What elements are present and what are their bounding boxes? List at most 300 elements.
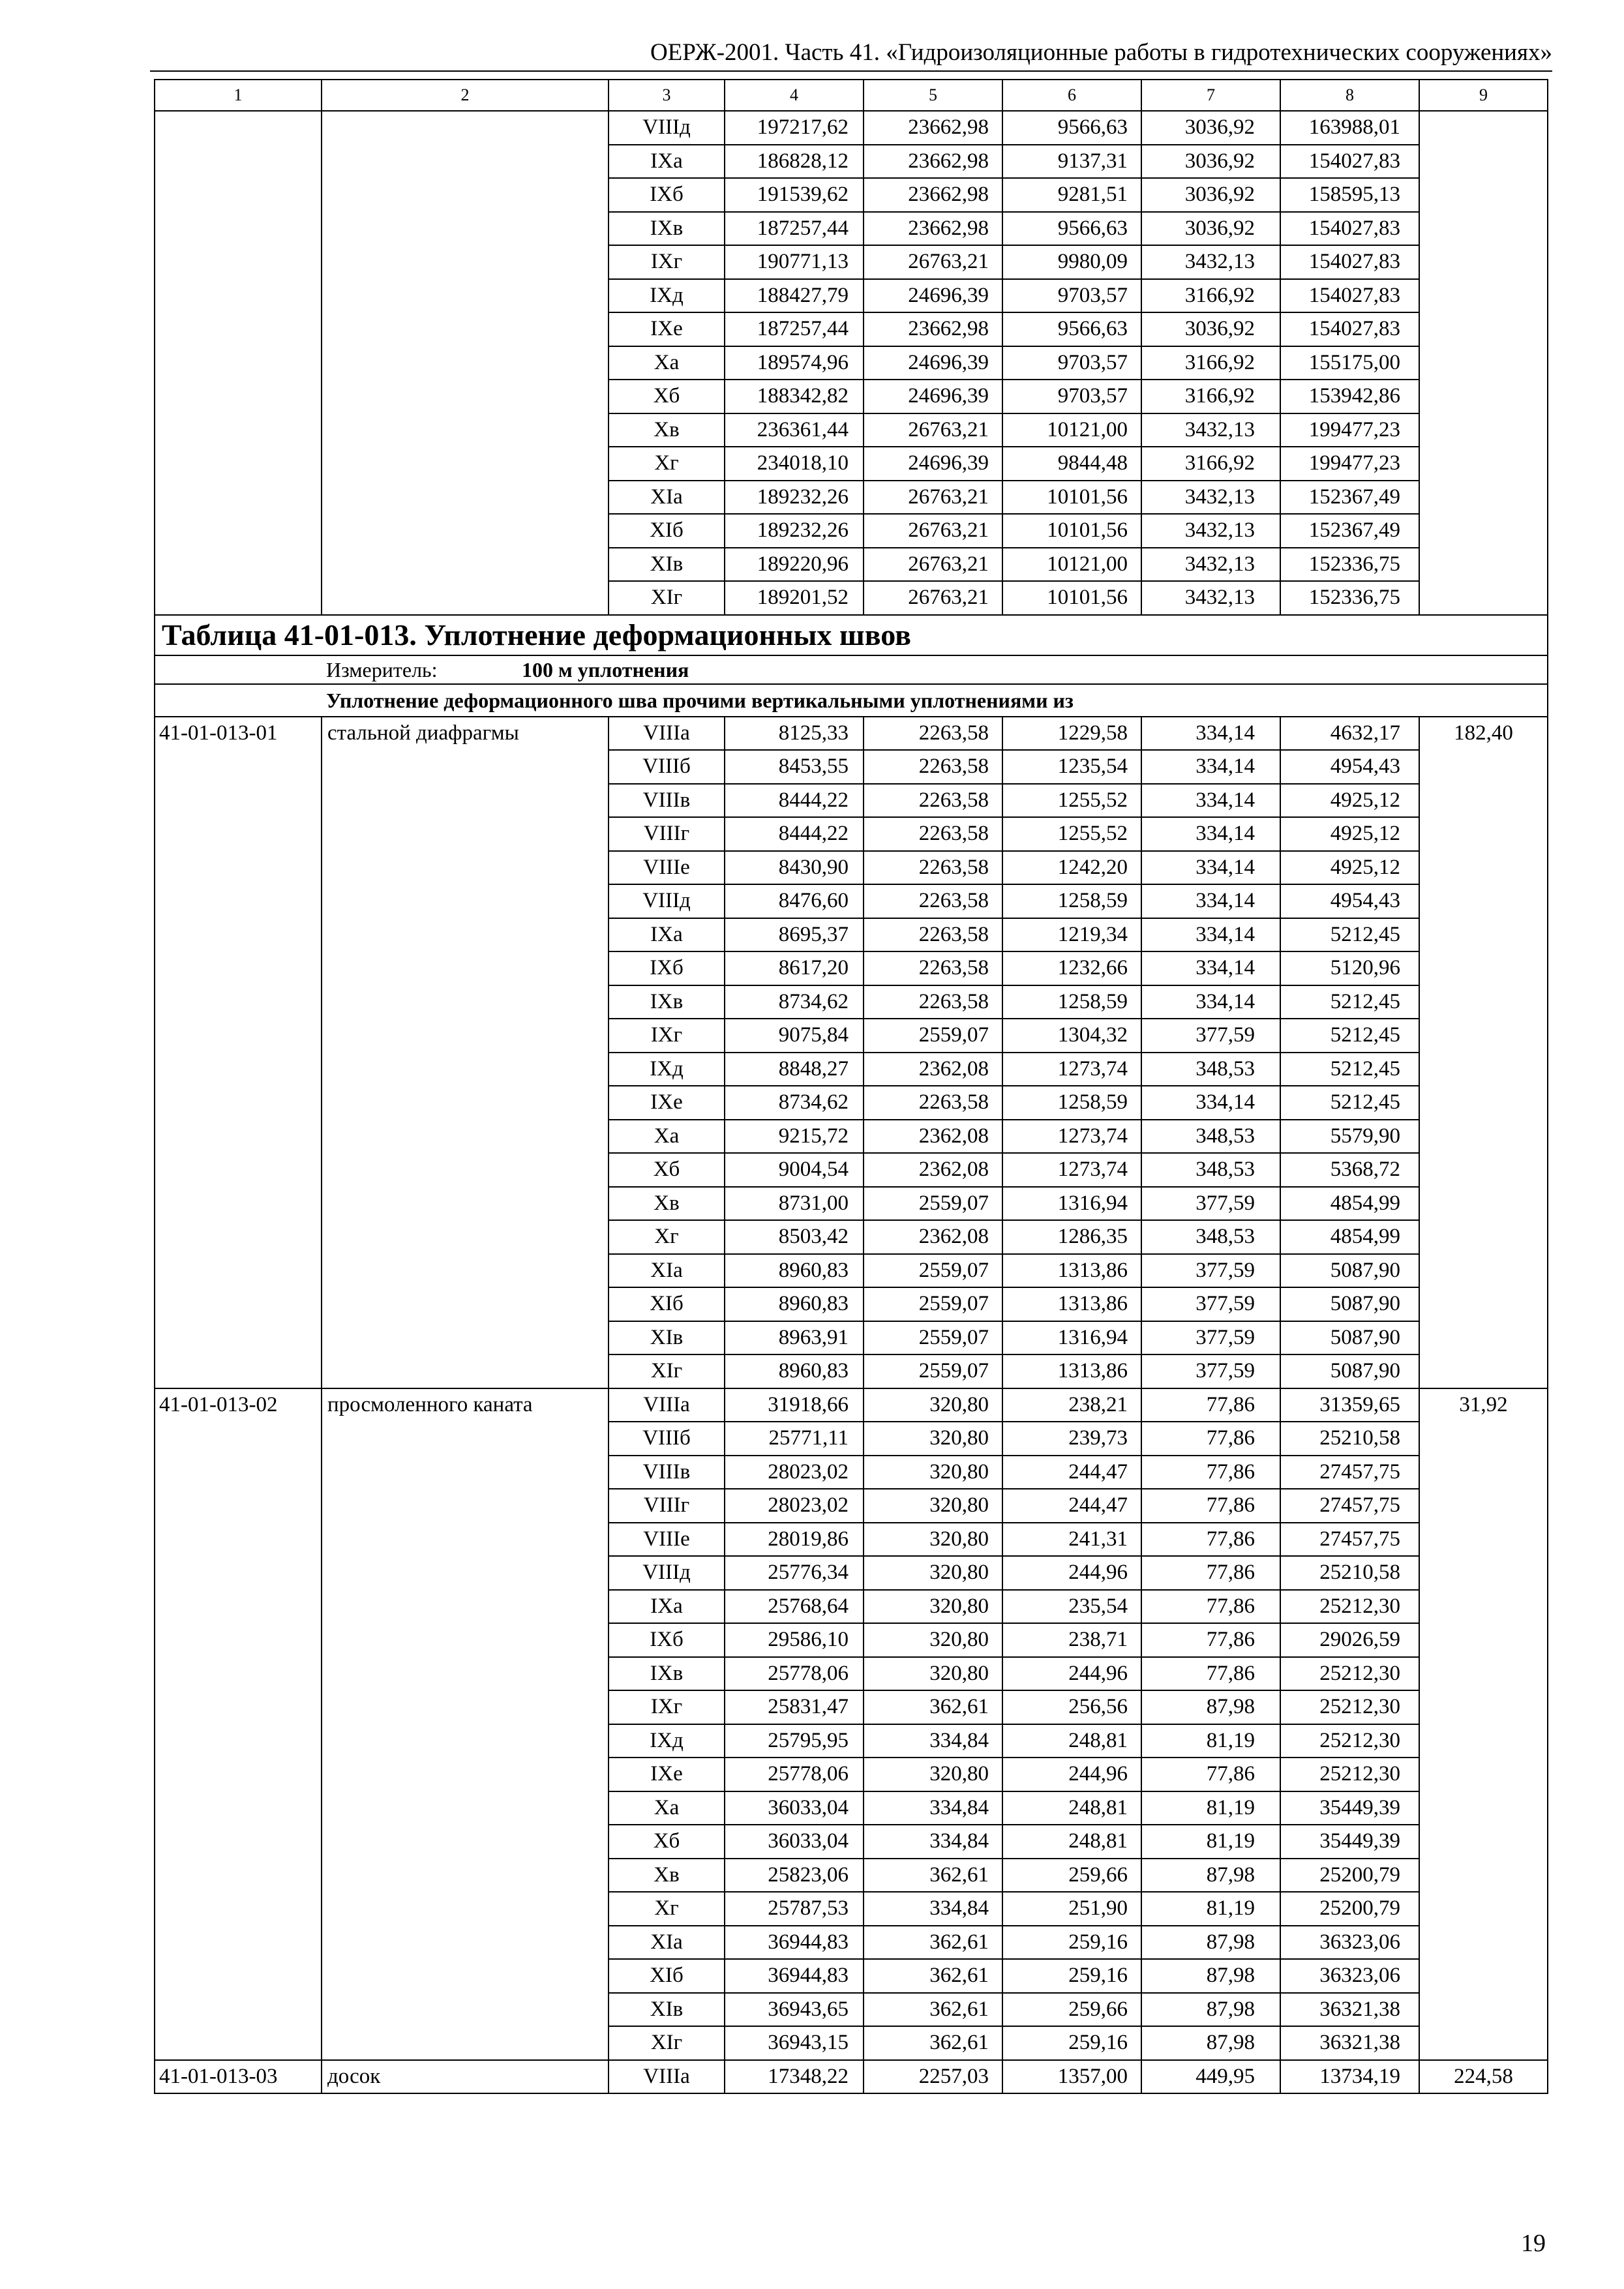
value-cell: 87,98: [1141, 1993, 1280, 2027]
table-row: [155, 717, 1548, 751]
value-cell: 25212,30: [1280, 1657, 1419, 1691]
value-cell: 1316,94: [1002, 1187, 1141, 1221]
region-cell: IXд: [609, 1724, 725, 1758]
value-cell: 25212,30: [1280, 1758, 1419, 1791]
value-cell: 2559,07: [864, 1187, 1002, 1221]
value-cell: 334,14: [1141, 985, 1280, 1019]
value-cell: 189201,52: [725, 581, 864, 615]
value-cell: 377,59: [1141, 1187, 1280, 1221]
value-cell: 2263,58: [864, 884, 1002, 918]
value-cell: 3166,92: [1141, 279, 1280, 313]
region-cell: XIв: [609, 1321, 725, 1355]
value-cell: 153942,86: [1280, 380, 1419, 413]
value-cell: 2263,58: [864, 817, 1002, 851]
value-cell: 334,84: [864, 1825, 1002, 1859]
value-cell: 8963,91: [725, 1321, 864, 1355]
region-cell: Xв: [609, 1859, 725, 1893]
value-cell: 188427,79: [725, 279, 864, 313]
value-cell: 77,86: [1141, 1523, 1280, 1557]
value-cell: 320,80: [864, 1523, 1002, 1557]
value-cell: 4925,12: [1280, 784, 1419, 818]
region-cell: Xв: [609, 413, 725, 447]
value-cell: 10101,56: [1002, 514, 1141, 548]
region-cell: IXе: [609, 1758, 725, 1791]
value-cell: 1258,59: [1002, 884, 1141, 918]
value-cell: 154027,83: [1280, 212, 1419, 246]
table-row: [155, 2060, 1548, 2094]
value-cell: 5087,90: [1280, 1287, 1419, 1321]
value-cell: 189574,96: [725, 346, 864, 380]
region-cell: IXа: [609, 145, 725, 179]
value-cell: 5212,45: [1280, 918, 1419, 952]
value-cell: 362,61: [864, 1993, 1002, 2027]
value-cell: 238,71: [1002, 1623, 1141, 1657]
value-cell: 36944,83: [725, 1959, 864, 1993]
value-cell: 5087,90: [1280, 1354, 1419, 1388]
value-cell: 8476,60: [725, 884, 864, 918]
value-cell: 320,80: [864, 1388, 1002, 1422]
value-cell: 334,14: [1141, 851, 1280, 885]
region-cell: IXд: [609, 279, 725, 313]
region-cell: Xа: [609, 1791, 725, 1825]
value-cell: 25210,58: [1280, 1422, 1419, 1456]
value-cell: 3036,92: [1141, 312, 1280, 346]
value-cell: 5212,45: [1280, 1053, 1419, 1086]
section-title: Уплотнение деформационного шва прочими вертикальными уплотнениями из: [155, 684, 1548, 717]
value-cell: 3036,92: [1141, 145, 1280, 179]
value-cell: 362,61: [864, 1859, 1002, 1893]
value-cell: 154027,83: [1280, 279, 1419, 313]
region-cell: VIIIд: [609, 884, 725, 918]
value-cell: 87,98: [1141, 1690, 1280, 1724]
value-cell: 3036,92: [1141, 212, 1280, 246]
value-cell: 189232,26: [725, 481, 864, 515]
value-cell: 24696,39: [864, 346, 1002, 380]
value-cell: 31359,65: [1280, 1388, 1419, 1422]
value-cell: 77,86: [1141, 1422, 1280, 1456]
region-cell: Xг: [609, 447, 725, 481]
value-cell: 8734,62: [725, 985, 864, 1019]
value-cell: 9703,57: [1002, 346, 1141, 380]
value-cell: 27457,75: [1280, 1523, 1419, 1557]
value-cell: 1273,74: [1002, 1120, 1141, 1154]
value-cell: 3166,92: [1141, 346, 1280, 380]
region-cell: IXг: [609, 1690, 725, 1724]
table-title-row: [155, 615, 1548, 655]
value-cell: 25768,64: [725, 1590, 864, 1624]
value-cell: 3432,13: [1141, 581, 1280, 615]
section-title-row: [155, 684, 1548, 717]
value-cell: 23662,98: [864, 312, 1002, 346]
value-cell: 251,90: [1002, 1892, 1141, 1926]
value-cell: 9980,09: [1002, 245, 1141, 279]
value-cell: 8125,33: [725, 717, 864, 751]
value-cell: 24696,39: [864, 447, 1002, 481]
value-cell: 154027,83: [1280, 245, 1419, 279]
value-cell: 1219,34: [1002, 918, 1141, 952]
value-cell: 191539,62: [725, 178, 864, 212]
region-cell: VIIIе: [609, 1523, 725, 1557]
column-number-cell: 4: [725, 80, 864, 111]
value-cell: 29026,59: [1280, 1623, 1419, 1657]
value-cell: 2263,58: [864, 951, 1002, 985]
value-cell: 1313,86: [1002, 1254, 1141, 1288]
value-cell: 320,80: [864, 1422, 1002, 1456]
value-cell: 1258,59: [1002, 985, 1141, 1019]
value-cell: 1255,52: [1002, 784, 1141, 818]
value-cell: 8960,83: [725, 1254, 864, 1288]
value-cell: 152367,49: [1280, 514, 1419, 548]
value-cell: 3432,13: [1141, 481, 1280, 515]
value-cell: 87,98: [1141, 1859, 1280, 1893]
value-cell: 152367,49: [1280, 481, 1419, 515]
value-cell: 77,86: [1141, 1388, 1280, 1422]
value-cell: 77,86: [1141, 1758, 1280, 1791]
region-cell: XIа: [609, 481, 725, 515]
value-cell: 199477,23: [1280, 413, 1419, 447]
value-cell: 1313,86: [1002, 1354, 1141, 1388]
value-cell: 87,98: [1141, 2026, 1280, 2060]
value-cell: 154027,83: [1280, 145, 1419, 179]
region-cell: XIв: [609, 548, 725, 582]
value-cell: 362,61: [864, 1690, 1002, 1724]
column-number-cell: 6: [1002, 80, 1141, 111]
value-cell: 9566,63: [1002, 111, 1141, 145]
region-cell: Xб: [609, 380, 725, 413]
region-cell: VIIIв: [609, 784, 725, 818]
value-cell: 31918,66: [725, 1388, 864, 1422]
value-cell: 236361,44: [725, 413, 864, 447]
value-cell: 190771,13: [725, 245, 864, 279]
value-cell: 29586,10: [725, 1623, 864, 1657]
region-cell: XIа: [609, 1254, 725, 1288]
value-cell: 25795,95: [725, 1724, 864, 1758]
value-cell: 8960,83: [725, 1287, 864, 1321]
value-cell: 25776,34: [725, 1556, 864, 1590]
value-cell: 25831,47: [725, 1690, 864, 1724]
region-cell: XIа: [609, 1926, 725, 1960]
value-cell: 25787,53: [725, 1892, 864, 1926]
value-cell: 36323,06: [1280, 1926, 1419, 1960]
running-header: ОЕРЖ-2001. Часть 41. «Гидроизоляционные работы в гидротехнических сооружениях»: [150, 38, 1552, 72]
value-cell: 1273,74: [1002, 1053, 1141, 1086]
value-cell: 8695,37: [725, 918, 864, 952]
value-cell: 197217,62: [725, 111, 864, 145]
value-cell: 8734,62: [725, 1086, 864, 1120]
value-cell: 152336,75: [1280, 548, 1419, 582]
name-cell: [322, 111, 609, 615]
value-cell: 244,96: [1002, 1657, 1141, 1691]
unit-label: Измеритель:: [326, 657, 438, 681]
region-cell: IXа: [609, 918, 725, 952]
value-cell: 8430,90: [725, 851, 864, 885]
value-cell: 334,84: [864, 1791, 1002, 1825]
value-cell: 334,14: [1141, 750, 1280, 784]
value-cell: 81,19: [1141, 1791, 1280, 1825]
value-cell: 334,84: [864, 1892, 1002, 1926]
value-cell: 244,96: [1002, 1758, 1141, 1791]
value-cell: 188342,82: [725, 380, 864, 413]
value-cell: 8617,20: [725, 951, 864, 985]
value-cell: 334,14: [1141, 884, 1280, 918]
value-cell: 28019,86: [725, 1523, 864, 1557]
table-row: [155, 111, 1548, 145]
region-cell: VIIIб: [609, 1422, 725, 1456]
value-cell: 36943,65: [725, 1993, 864, 2027]
value-cell: 1273,74: [1002, 1153, 1141, 1187]
region-cell: Xг: [609, 1220, 725, 1254]
value-cell: 3432,13: [1141, 548, 1280, 582]
region-cell: IXг: [609, 1019, 725, 1053]
value-cell: 77,86: [1141, 1556, 1280, 1590]
value-cell: 25212,30: [1280, 1590, 1419, 1624]
col9-cell: [1419, 111, 1548, 615]
value-cell: 348,53: [1141, 1220, 1280, 1254]
value-cell: 1232,66: [1002, 951, 1141, 985]
value-cell: 9566,63: [1002, 312, 1141, 346]
value-cell: 259,66: [1002, 1993, 1141, 2027]
value-cell: 1313,86: [1002, 1287, 1141, 1321]
value-cell: 4925,12: [1280, 851, 1419, 885]
value-cell: 1316,94: [1002, 1321, 1141, 1355]
region-cell: IXг: [609, 245, 725, 279]
value-cell: 24696,39: [864, 279, 1002, 313]
value-cell: 3432,13: [1141, 245, 1280, 279]
value-cell: 348,53: [1141, 1053, 1280, 1086]
value-cell: 26763,21: [864, 413, 1002, 447]
value-cell: 25200,79: [1280, 1859, 1419, 1893]
region-cell: VIIIг: [609, 1489, 725, 1523]
value-cell: 377,59: [1141, 1321, 1280, 1355]
value-cell: 1255,52: [1002, 817, 1141, 851]
value-cell: 348,53: [1141, 1153, 1280, 1187]
value-cell: 5087,90: [1280, 1321, 1419, 1355]
value-cell: 9215,72: [725, 1120, 864, 1154]
col9-cell: 182,40: [1419, 717, 1548, 1388]
code-cell: 41-01-013-01: [155, 717, 322, 1388]
value-cell: 81,19: [1141, 1724, 1280, 1758]
name-cell: досок: [322, 2060, 609, 2094]
value-cell: 320,80: [864, 1556, 1002, 1590]
column-number-cell: 7: [1141, 80, 1280, 111]
value-cell: 158595,13: [1280, 178, 1419, 212]
value-cell: 334,14: [1141, 717, 1280, 751]
value-cell: 362,61: [864, 1959, 1002, 1993]
code-cell: 41-01-013-02: [155, 1388, 322, 2060]
value-cell: 2559,07: [864, 1287, 1002, 1321]
column-number-cell: 5: [864, 80, 1002, 111]
value-cell: 377,59: [1141, 1254, 1280, 1288]
value-cell: 1242,20: [1002, 851, 1141, 885]
value-cell: 2263,58: [864, 985, 1002, 1019]
value-cell: 10121,00: [1002, 548, 1141, 582]
page-number: 19: [1521, 2230, 1546, 2257]
value-cell: 2263,58: [864, 851, 1002, 885]
value-cell: 3036,92: [1141, 178, 1280, 212]
region-cell: IXб: [609, 1623, 725, 1657]
value-cell: 186828,12: [725, 145, 864, 179]
region-cell: VIIIб: [609, 750, 725, 784]
value-cell: 36033,04: [725, 1825, 864, 1859]
value-cell: 244,47: [1002, 1489, 1141, 1523]
value-cell: 3166,92: [1141, 447, 1280, 481]
value-cell: 3166,92: [1141, 380, 1280, 413]
value-cell: 77,86: [1141, 1590, 1280, 1624]
value-cell: 2362,08: [864, 1153, 1002, 1187]
value-cell: 2257,03: [864, 2060, 1002, 2094]
value-cell: 1286,35: [1002, 1220, 1141, 1254]
value-cell: 35449,39: [1280, 1825, 1419, 1859]
value-cell: 25212,30: [1280, 1690, 1419, 1724]
column-number-cell: 2: [322, 80, 609, 111]
value-cell: 334,14: [1141, 817, 1280, 851]
region-cell: XIг: [609, 1354, 725, 1388]
value-cell: 2559,07: [864, 1354, 1002, 1388]
value-cell: 334,14: [1141, 951, 1280, 985]
value-cell: 259,16: [1002, 1959, 1141, 1993]
value-cell: 8444,22: [725, 784, 864, 818]
value-cell: 9566,63: [1002, 212, 1141, 246]
value-cell: 320,80: [864, 1456, 1002, 1489]
value-cell: 77,86: [1141, 1456, 1280, 1489]
value-cell: 26763,21: [864, 514, 1002, 548]
value-cell: 259,66: [1002, 1859, 1141, 1893]
value-cell: 8444,22: [725, 817, 864, 851]
unit-cell: [155, 655, 1548, 684]
value-cell: 9703,57: [1002, 380, 1141, 413]
column-number-cell: 8: [1280, 80, 1419, 111]
region-cell: IXв: [609, 1657, 725, 1691]
value-cell: 3432,13: [1141, 514, 1280, 548]
unit-value: 100 м уплотнения: [522, 657, 689, 681]
value-cell: 5087,90: [1280, 1254, 1419, 1288]
region-cell: VIIIа: [609, 717, 725, 751]
value-cell: 5120,96: [1280, 951, 1419, 985]
value-cell: 362,61: [864, 1926, 1002, 1960]
value-cell: 152336,75: [1280, 581, 1419, 615]
value-cell: 155175,00: [1280, 346, 1419, 380]
value-cell: 9075,84: [725, 1019, 864, 1053]
value-cell: 320,80: [864, 1590, 1002, 1624]
value-cell: 4954,43: [1280, 750, 1419, 784]
value-cell: 26763,21: [864, 548, 1002, 582]
value-cell: 9137,31: [1002, 145, 1141, 179]
value-cell: 4854,99: [1280, 1220, 1419, 1254]
value-cell: 8731,00: [725, 1187, 864, 1221]
column-number-row: [155, 80, 1548, 111]
region-cell: VIIIа: [609, 2060, 725, 2094]
value-cell: 239,73: [1002, 1422, 1141, 1456]
value-cell: 9703,57: [1002, 279, 1141, 313]
value-cell: 28023,02: [725, 1456, 864, 1489]
value-cell: 8960,83: [725, 1354, 864, 1388]
table-row: [155, 1388, 1548, 1422]
value-cell: 8453,55: [725, 750, 864, 784]
value-cell: 2559,07: [864, 1019, 1002, 1053]
value-cell: 23662,98: [864, 111, 1002, 145]
value-cell: 256,56: [1002, 1690, 1141, 1724]
value-cell: 244,47: [1002, 1456, 1141, 1489]
value-cell: 1235,54: [1002, 750, 1141, 784]
value-cell: 334,84: [864, 1724, 1002, 1758]
value-cell: 348,53: [1141, 1120, 1280, 1154]
value-cell: 25778,06: [725, 1657, 864, 1691]
value-cell: 4925,12: [1280, 817, 1419, 851]
value-cell: 26763,21: [864, 245, 1002, 279]
region-cell: Xа: [609, 346, 725, 380]
region-cell: IXе: [609, 312, 725, 346]
region-cell: IXв: [609, 212, 725, 246]
region-cell: IXе: [609, 1086, 725, 1120]
value-cell: 77,86: [1141, 1489, 1280, 1523]
value-cell: 248,81: [1002, 1791, 1141, 1825]
region-cell: Xв: [609, 1187, 725, 1221]
region-cell: VIIIд: [609, 1556, 725, 1590]
region-cell: Xа: [609, 1120, 725, 1154]
name-cell: просмоленного каната: [322, 1388, 609, 2060]
value-cell: 25212,30: [1280, 1724, 1419, 1758]
value-cell: 13734,19: [1280, 2060, 1419, 2094]
region-cell: XIг: [609, 2026, 725, 2060]
value-cell: 189220,96: [725, 548, 864, 582]
value-cell: 187257,44: [725, 312, 864, 346]
value-cell: 2362,08: [864, 1053, 1002, 1086]
value-cell: 449,95: [1141, 2060, 1280, 2094]
region-cell: VIIIг: [609, 817, 725, 851]
value-cell: 334,14: [1141, 784, 1280, 818]
col9-cell: 224,58: [1419, 2060, 1548, 2094]
value-cell: 377,59: [1141, 1287, 1280, 1321]
value-cell: 3432,13: [1141, 413, 1280, 447]
value-cell: 26763,21: [864, 481, 1002, 515]
value-cell: 25778,06: [725, 1758, 864, 1791]
name-cell: стальной диафрагмы: [322, 717, 609, 1388]
value-cell: 320,80: [864, 1758, 1002, 1791]
region-cell: XIб: [609, 1959, 725, 1993]
value-cell: 1258,59: [1002, 1086, 1141, 1120]
region-cell: IXб: [609, 951, 725, 985]
value-cell: 36323,06: [1280, 1959, 1419, 1993]
value-cell: 377,59: [1141, 1019, 1280, 1053]
region-cell: Xб: [609, 1825, 725, 1859]
region-cell: IXб: [609, 178, 725, 212]
value-cell: 23662,98: [864, 178, 1002, 212]
region-cell: XIг: [609, 581, 725, 615]
value-cell: 2263,58: [864, 1086, 1002, 1120]
value-cell: 24696,39: [864, 380, 1002, 413]
value-cell: 2362,08: [864, 1120, 1002, 1154]
value-cell: 9004,54: [725, 1153, 864, 1187]
region-cell: VIIIв: [609, 1456, 725, 1489]
value-cell: 320,80: [864, 1657, 1002, 1691]
value-cell: 234018,10: [725, 447, 864, 481]
value-cell: 2559,07: [864, 1254, 1002, 1288]
value-cell: 3036,92: [1141, 111, 1280, 145]
value-cell: 187257,44: [725, 212, 864, 246]
value-cell: 10101,56: [1002, 581, 1141, 615]
value-cell: 87,98: [1141, 1959, 1280, 1993]
value-cell: 163988,01: [1280, 111, 1419, 145]
value-cell: 5368,72: [1280, 1153, 1419, 1187]
value-cell: 81,19: [1141, 1892, 1280, 1926]
value-cell: 2263,58: [864, 784, 1002, 818]
value-cell: 25771,11: [725, 1422, 864, 1456]
value-cell: 9281,51: [1002, 178, 1141, 212]
value-cell: 2362,08: [864, 1220, 1002, 1254]
value-cell: 25823,06: [725, 1859, 864, 1893]
value-cell: 2263,58: [864, 717, 1002, 751]
value-cell: 241,31: [1002, 1523, 1141, 1557]
